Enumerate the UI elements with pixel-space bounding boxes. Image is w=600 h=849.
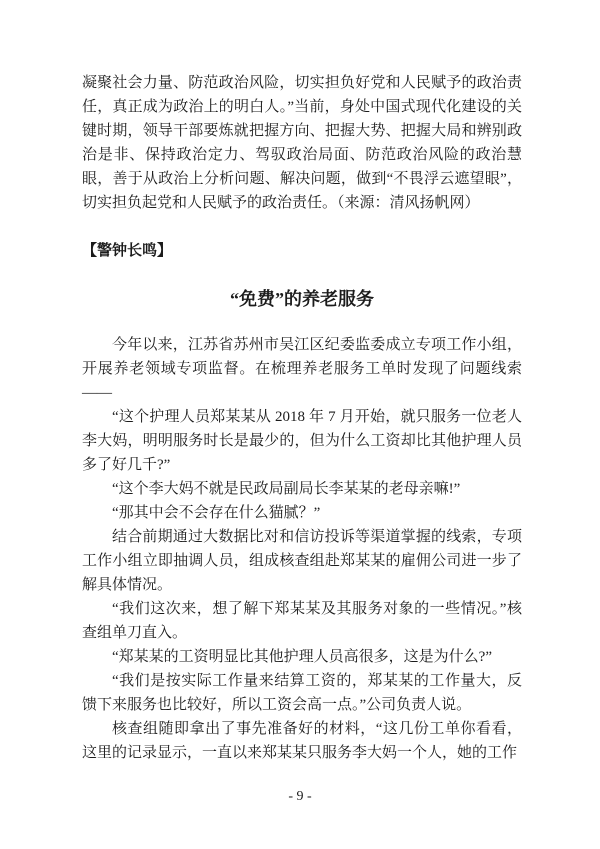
body-paragraph: “郑某某的工资明显比其他护理人员高很多，这是为什么?” xyxy=(112,649,492,665)
body-paragraph: “我们这次来，想了解下郑某某及其服务对象的一些情况。”核查组单刀直入。 xyxy=(82,601,522,641)
section-header: 【警钟长鸣】 xyxy=(82,243,173,259)
page-number: - 9 - xyxy=(288,789,312,804)
article-title: “免费”的养老服务 xyxy=(230,289,374,309)
body-paragraph: 核查组随即拿出了事先准备好的材料，“这几份工单你看看，这里的记录显示，一直以来郑某某只服务李大妈一个人，她的工作 xyxy=(82,721,522,761)
body-paragraph: 结合前期通过大数据比对和信访投诉等渠道掌握的线索，专项工作小组立即抽调人员，组成核查组赴郑某某的雇佣公司进一步了解具体情况。 xyxy=(82,529,522,593)
continuation-paragraph: 凝聚社会力量、防范政治风险，切实担负好党和人民赋予的政治责任，真正成为政治上的明白人。”当前，身处中国式现代化建设的关键时期，领导干部要炼就把握方向、把握大势、把握大局和辨别政治是非、保持政治定力、驾驭政治局面、防范政治风险的政治慧眼，善于从政治上分析问题、解决问题，做到“不畏浮云遮望眼”，切实担负起党和人民赋予的政治责任。（来源：清风扬帆网） xyxy=(82,75,522,211)
body-paragraph: “这个李大妈不就是民政局副局长李某某的老母亲嘛!” xyxy=(112,481,461,497)
body-paragraph: “这个护理人员郑某某从 2018 年 7 月开始，就只服务一位老人李大妈，明明服务时长是最少的，但为什么工资却比其他护理人员多了好几千?” xyxy=(82,409,522,473)
body-paragraph: 今年以来，江苏省苏州市吴江区纪委监委成立专项工作小组，开展养老领域专项监督。在梳理养老服务工单时发现了问题线索—— xyxy=(82,337,522,401)
body-paragraph: “那其中会不会存在什么猫腻？” xyxy=(112,505,321,521)
body-paragraph: “我们是按实际工作量来结算工资的，郑某某的工作量大，反馈下来服务也比较好，所以工资会高一点。”公司负责人说。 xyxy=(82,673,522,713)
article-body xyxy=(82,333,522,765)
